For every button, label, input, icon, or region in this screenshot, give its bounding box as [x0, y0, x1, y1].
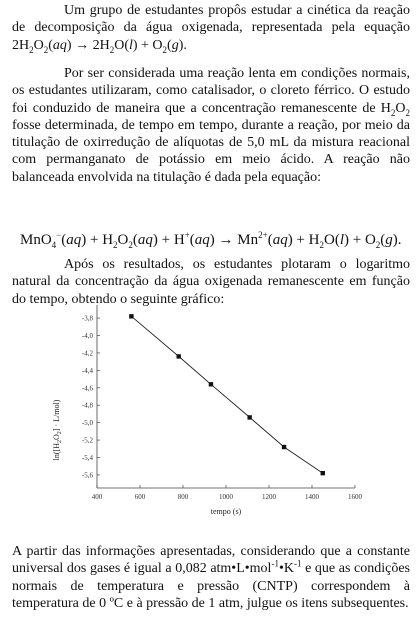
ln-concentration-chart: [0, 295, 419, 523]
y-tick-label: -4,0: [81, 332, 93, 340]
paragraph-method: [12, 65, 410, 186]
paragraph-intro: [12, 2, 410, 54]
x-tick-label: 600: [134, 493, 146, 501]
paragraph-intro-text: Um grupo de estudantes propôs estudar a cinética da reação de decomposição da água oxigenada, representada pela equação: [12, 3, 410, 36]
y-tick-label: -4,2: [81, 349, 93, 358]
y-axis-label: [52, 399, 63, 460]
chart-series: [129, 314, 325, 475]
decomposition-equation: $2H_2O_2(aq) \to 2H_2O(l) + O_2(g)$.: [12, 37, 187, 55]
x-tick-label: 1400: [305, 493, 319, 501]
x-tick-label: 400: [91, 493, 103, 501]
y-tick-label: -4,8: [81, 401, 93, 410]
titration-equation: $MnO_4^-(aq) + H_2O_2(aq) + H^+(aq) \to Mn^{2+}(aq) + H_2O(l) + O_2(g)$.: [20, 230, 402, 250]
series-line: [131, 316, 322, 473]
x-tick-label: 1600: [348, 493, 362, 501]
y-tick-label: -5,6: [81, 471, 93, 480]
x-tick-label: 800: [177, 493, 189, 501]
y-tick-label: -5,4: [81, 454, 93, 462]
x-tick-label: 1200: [262, 493, 276, 501]
y-tick-label: -3,8: [81, 314, 93, 323]
chart-ticks: [82, 315, 363, 501]
data-point: [282, 445, 286, 449]
data-point: [247, 415, 251, 419]
data-point: [129, 314, 133, 318]
y-tick-label: -4,6: [81, 384, 93, 393]
data-point: [177, 354, 181, 358]
data-point: [321, 471, 325, 475]
y-axis-label-text: $\ln([H_2O_2] \cdot L/mol)$: [52, 399, 63, 461]
x-tick-label: 1000: [219, 493, 233, 501]
paragraph-final: [12, 543, 410, 612]
paragraph-method-text: Por ser considerada uma reação lenta em condições normais, os estudantes utilizaram, como catalisador, o cloreto férrico. O estudo foi conduzido de maneira que a concentração remanescente de $H_2O_2$ fosse determinada, de tempo em tempo, durante a reação, por meio da titulação de oxirredução de alíquotas de 5,0 mL da mistura reacional com permanganato de potássio em meio ácido. A reação não balanceada envolvida na titulação é dada pela equação:: [12, 66, 410, 185]
y-tick-label: -4,4: [81, 366, 93, 375]
paragraph-final-text: A partir das informações apresentadas, considerando que a constante universal dos gases é igual a 0,082 $atm•L•mol^{-1}•K^{-1}$ e que as condições normais de temperatura e pressão (CNTP) correspondem à temperatura de 0 ºC e à pressão de 1 atm, julgue os itens subsequentes.: [12, 544, 410, 611]
paragraph-graph-intro-text: Após os resultados, os estudantes plotaram o logaritmo natural da concentração da água oxigenada remanescente em função do tempo, obtendo o seguinte gráfico:: [12, 257, 410, 307]
x-axis-label: tempo (s): [210, 507, 242, 516]
y-tick-label: -5,0: [81, 419, 93, 428]
chart-axes: [97, 305, 355, 488]
data-point: [209, 382, 213, 386]
y-tick-label: -5,2: [81, 436, 93, 445]
